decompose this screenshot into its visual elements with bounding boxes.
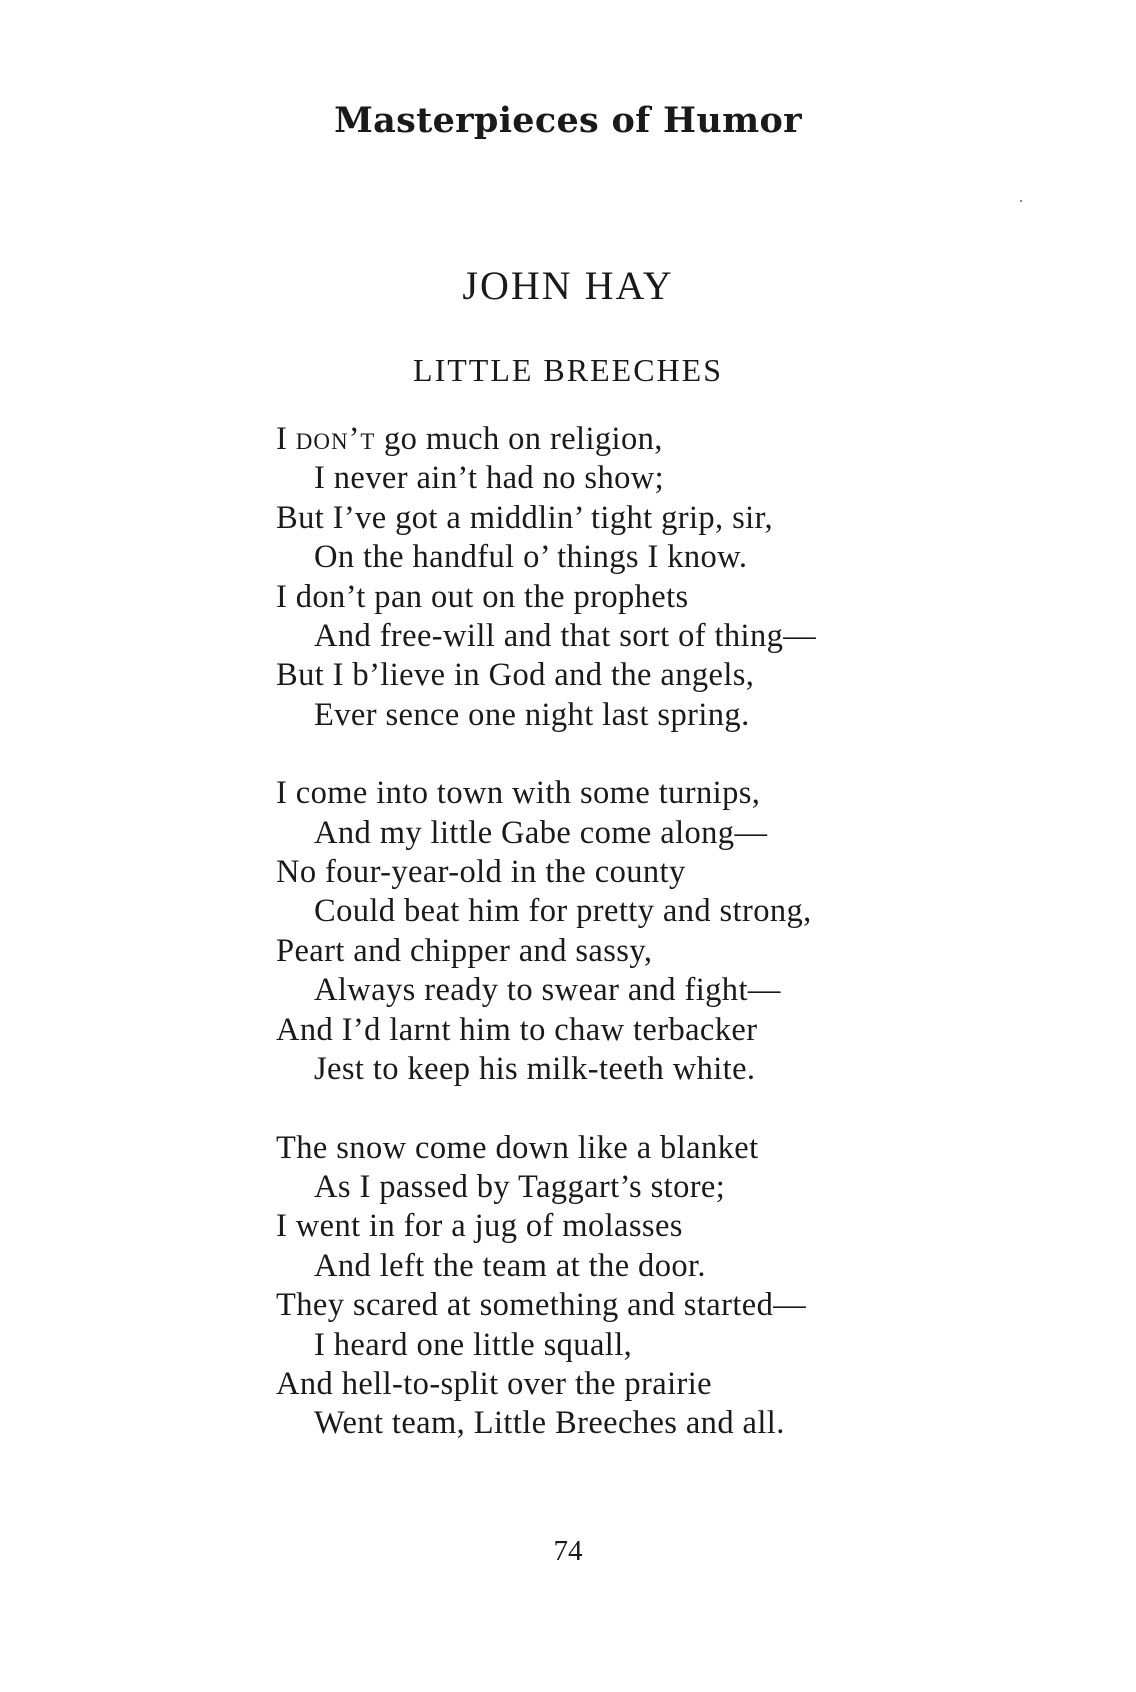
stanza-2 (276, 774, 996, 1089)
poem-line (276, 420, 996, 459)
poem-line: No four-year-old in the county (276, 854, 686, 891)
poem-line: And I’d larnt him to chaw terbacker (276, 1011, 758, 1048)
poem-line: I went in for a jug of molasses (276, 1208, 683, 1245)
poem-line: I heard one little squall, (314, 1326, 633, 1363)
poem-line: And free-will and that sort of thing— (314, 618, 817, 655)
poem-line: And hell-to-split over the prairie (276, 1365, 712, 1402)
poem-line: I don’t pan out on the prophets (276, 578, 689, 615)
poem-line: But I b’lieve in God and the angels, (276, 657, 755, 694)
poem-line: As I passed by Taggart’s store; (314, 1168, 726, 1205)
poem-line: I come into town with some turnips, (276, 775, 761, 812)
stanza-1 (276, 420, 996, 735)
poem-title: LITTLE BREECHES (413, 352, 723, 388)
opening-rest: go much on religion, (384, 421, 663, 457)
poem-line: The snow come down like a blanket (276, 1129, 759, 1166)
stanza-3 (276, 1129, 996, 1444)
poem-line: They scared at something and started— (276, 1287, 807, 1324)
poem-line: Went team, Little Breeches and all. (314, 1405, 785, 1442)
running-header: Masterpieces of Humor (334, 100, 802, 141)
poem-line: Always ready to swear and fight— (314, 972, 781, 1009)
paper-speck (1020, 200, 1022, 202)
poem-line: Peart and chipper and sassy, (276, 932, 653, 969)
opening-smallcaps: don’t (295, 421, 376, 457)
poem-line: And left the team at the door. (314, 1247, 706, 1284)
author-name: JOHN HAY (462, 263, 674, 308)
poem-line: I never ain’t had no show; (314, 460, 665, 497)
opening-initial: I (276, 421, 288, 457)
poem-line: Could beat him for pretty and strong, (314, 893, 812, 930)
poem-line: On the handful o’ things I know. (314, 539, 748, 576)
page-number: 74 (553, 1535, 583, 1567)
poem-body (276, 420, 996, 1483)
poem-line: But I’ve got a middlin’ tight grip, sir, (276, 499, 774, 536)
poem-line: And my little Gabe come along— (314, 814, 768, 851)
poem-line: Jest to keep his milk-teeth white. (314, 1051, 756, 1088)
poem-line: Ever sence one night last spring. (314, 696, 750, 733)
